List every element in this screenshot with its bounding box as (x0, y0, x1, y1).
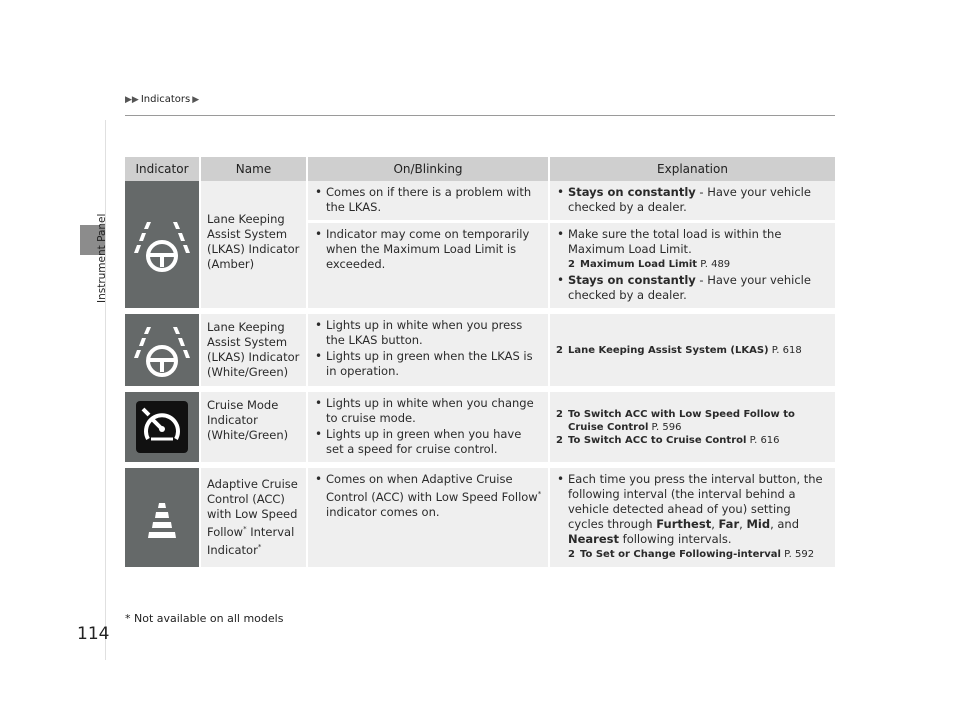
list-item: • Make sure the total load is within the Maximum Load Limit. 2 Maximum Load Limit P. 489 (556, 227, 829, 272)
cross-reference-link[interactable]: 2 To Switch ACC with Low Speed Follow to Cruise Control P. 596 (556, 408, 795, 433)
table-row (125, 314, 835, 392)
list-item: • Comes on when Adaptive Cruise Control (ACC) with Low Speed Follow* indicator comes on. (314, 472, 542, 520)
table-row (125, 181, 835, 223)
list-item: • Lights up in white when you change to cruise mode. (314, 396, 542, 426)
side-divider (105, 120, 106, 660)
cross-reference-link[interactable]: 2 To Set or Change Following-interval P. 592 (568, 549, 815, 560)
indicator-name: Lane Keeping Assist System (LKAS) Indicator (Amber) (201, 181, 308, 314)
page-number: 114 (77, 624, 110, 644)
indicator-name: Lane Keeping Assist System (LKAS) Indicator (White/Green) (201, 314, 308, 392)
lane-keeping-icon (131, 214, 193, 276)
column-header-on-blinking: On/Blinking (308, 157, 550, 181)
indicator-icon-cell (125, 468, 201, 573)
cross-reference-link[interactable]: 2 To Switch ACC to Cruise Control P. 616 (556, 434, 780, 446)
indicator-name: Cruise Mode Indicator (White/Green) (201, 392, 308, 468)
list-item: • Comes on if there is a problem with the LKAS. (314, 185, 542, 215)
explanation-cell (550, 181, 835, 223)
reference-arrow-icon: 2 (556, 408, 563, 420)
column-header-explanation: Explanation (550, 157, 835, 181)
breadcrumb (125, 94, 199, 105)
table-header-row (125, 157, 835, 181)
lane-keeping-icon (131, 319, 193, 381)
list-item: • Indicator may come on temporarily when the Maximum Load Limit is exceeded. (314, 227, 542, 272)
column-header-name: Name (201, 157, 308, 181)
indicator-icon-cell (125, 392, 201, 468)
explanation-cell (550, 223, 835, 314)
indicator-icon-cell (125, 314, 201, 392)
column-header-indicator: Indicator (125, 157, 201, 181)
reference-arrow-icon: 2 (568, 549, 575, 560)
reference-arrow-icon: 2 (556, 434, 563, 446)
following-interval-icon (142, 493, 182, 543)
cross-reference-link[interactable]: 2 Lane Keeping Assist System (LKAS) P. 618 (556, 344, 802, 356)
list-item: • Each time you press the interval button, the following interval (the interval behind a vehicle detected ahead of you) setting cycles through Furthest, Far, Mid, and Nearest following intervals. 2 To Set or Change Following-interval P. 592 (556, 472, 829, 562)
indicator-name: Adaptive Cruise Control (ACC) with Low Speed Follow* Interval Indicator* (201, 468, 308, 573)
breadcrumb-label[interactable]: Indicators (140, 94, 191, 105)
list-item: • Stays on constantly - Have your vehicle checked by a dealer. (556, 273, 829, 303)
on-blinking-cell (308, 468, 550, 573)
cruise-speedometer-icon (134, 399, 190, 455)
header-rule (125, 115, 835, 116)
on-blinking-cell (308, 181, 550, 223)
list-item: • Lights up in green when the LKAS is in operation. (314, 349, 542, 379)
list-item: • Lights up in green when you have set a speed for cruise control. (314, 427, 542, 457)
breadcrumb-prefix-icon: ▶▶ (125, 94, 139, 105)
on-blinking-cell (308, 392, 550, 468)
indicator-table (125, 157, 835, 573)
on-blinking-cell (308, 223, 550, 314)
reference-arrow-icon: 2 (556, 344, 563, 356)
indicator-icon-cell (125, 181, 201, 314)
breadcrumb-suffix-icon: ▶ (192, 94, 200, 105)
reference-arrow-icon: 2 (568, 259, 575, 270)
table-row (125, 468, 835, 573)
explanation-cell (550, 392, 835, 468)
list-item: • Stays on constantly - Have your vehicle checked by a dealer. (556, 185, 829, 215)
list-item: • Lights up in white when you press the LKAS button. (314, 318, 542, 348)
footnote: * Not available on all models (125, 612, 284, 625)
cross-reference-link[interactable]: 2 Maximum Load Limit P. 489 (568, 259, 731, 270)
on-blinking-cell (308, 314, 550, 392)
table-row (125, 392, 835, 468)
section-title: Instrument Panel (96, 213, 108, 303)
explanation-cell (550, 468, 835, 573)
explanation-cell (550, 314, 835, 392)
